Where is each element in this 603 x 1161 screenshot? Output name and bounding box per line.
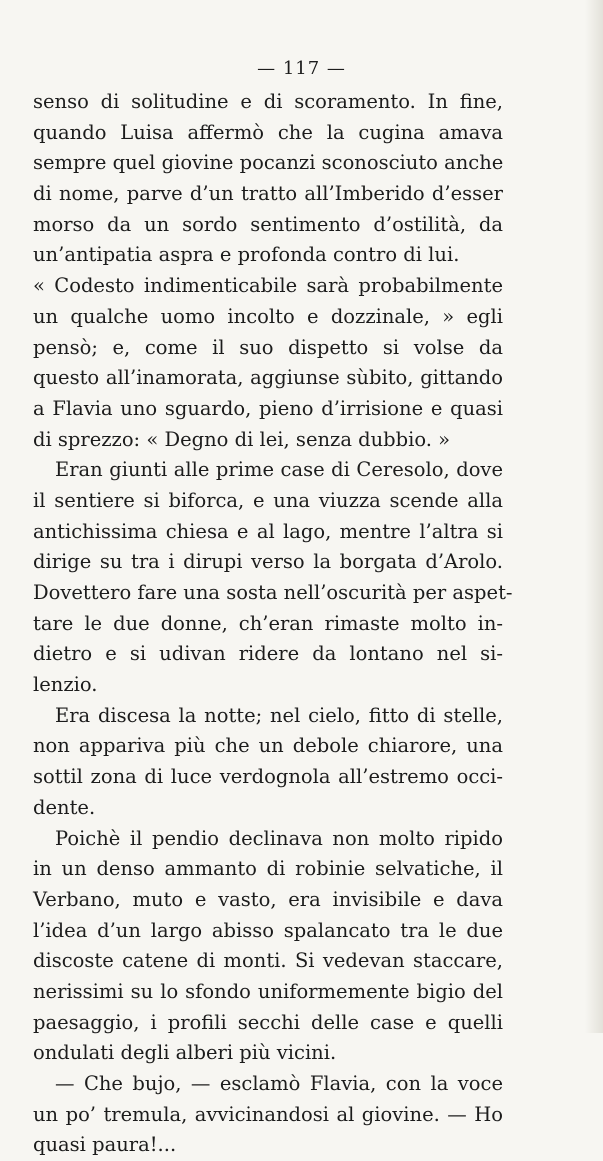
text-line: lenzio. <box>33 673 98 697</box>
text-line: a Flavia uno sguardo, pieno d’irrisione e quasi <box>33 396 503 420</box>
text-line: un po’ tremula, avvicinandosi al giovine. — Ho <box>33 1102 503 1126</box>
text-line: — Che bujo, — esclamò Flavia, con la voce <box>55 1072 503 1095</box>
text-line: « Codesto indimenticabile sarà probabilmente <box>33 274 503 298</box>
text-line: quando Luisa affermò che la cugina amava <box>33 120 503 144</box>
page-number: — 117 — <box>257 58 346 79</box>
text-line: Verbano, muto e vasto, era invisibile e dava <box>33 887 503 911</box>
text-line: Eran giunti alle prime case di Ceresolo, dove <box>55 458 503 482</box>
text-line: pensò; e, come il suo dispetto si volse da <box>33 335 503 359</box>
text-line: discoste catene di monti. Si vedevan staccare, <box>33 949 503 973</box>
text-line: in un denso ammanto di robinie selvatiche, il <box>33 857 503 881</box>
text-line: Era discesa la notte; nel cielo, fitto di stelle, <box>55 703 503 727</box>
text-line: quasi paura!... <box>33 1133 177 1157</box>
text-line: un’antipatia aspra e profonda contro di lui. <box>33 243 460 267</box>
text-line: il sentiere si biforca, e una viuzza scende alla <box>33 488 503 512</box>
text-line: nerissimi su lo sfondo uniformemente bigio del <box>33 979 503 1003</box>
body-text <box>33 87 513 1161</box>
text-line: Poichè il pendio declinava non molto ripido <box>55 826 503 850</box>
text-line: dente. <box>33 795 96 819</box>
text-line: antichissima chiesa e al lago, mentre l’altra si <box>33 519 503 543</box>
text-line: dietro e si udivan ridere da lontano nel si- <box>33 642 503 666</box>
text-line: non appariva più che un debole chiarore, una <box>33 734 503 758</box>
text-line: sottil zona di luce verdognola all’estremo occi- <box>33 765 503 789</box>
text-line: questo all’inamorata, aggiunse sùbito, gittando <box>33 366 503 390</box>
text-line: senso di solitudine e di scoramento. In fine, <box>33 90 503 113</box>
text-line: tare le due donne, ch’eran rimaste molto in- <box>33 611 503 635</box>
text-line: di sprezzo: « Degno di lei, senza dubbio. » <box>33 427 451 451</box>
text-line: di nome, parve d’un tratto all’Imberido d’esser <box>33 182 503 206</box>
text-line: ondulati degli alberi più vicini. <box>33 1041 337 1065</box>
text-line: un qualche uomo incolto e dozzinale, » egli <box>33 304 503 328</box>
text-line: morso da un sordo sentimento d’ostilità, da <box>33 212 503 236</box>
page-edge-shadow <box>585 0 603 1033</box>
text-line: dirige su tra i dirupi verso la borgata d’Arolo. <box>33 550 503 574</box>
text-line: sempre quel giovine pocanzi sconosciuto anche <box>33 151 504 175</box>
text-line: l’idea d’un largo abisso spalancato tra le due <box>33 918 503 942</box>
text-line: paesaggio, i profili secchi delle case e quelli <box>33 1010 503 1034</box>
text-line: Dovettero fare una sosta nell’oscurità per aspet- <box>33 581 513 604</box>
